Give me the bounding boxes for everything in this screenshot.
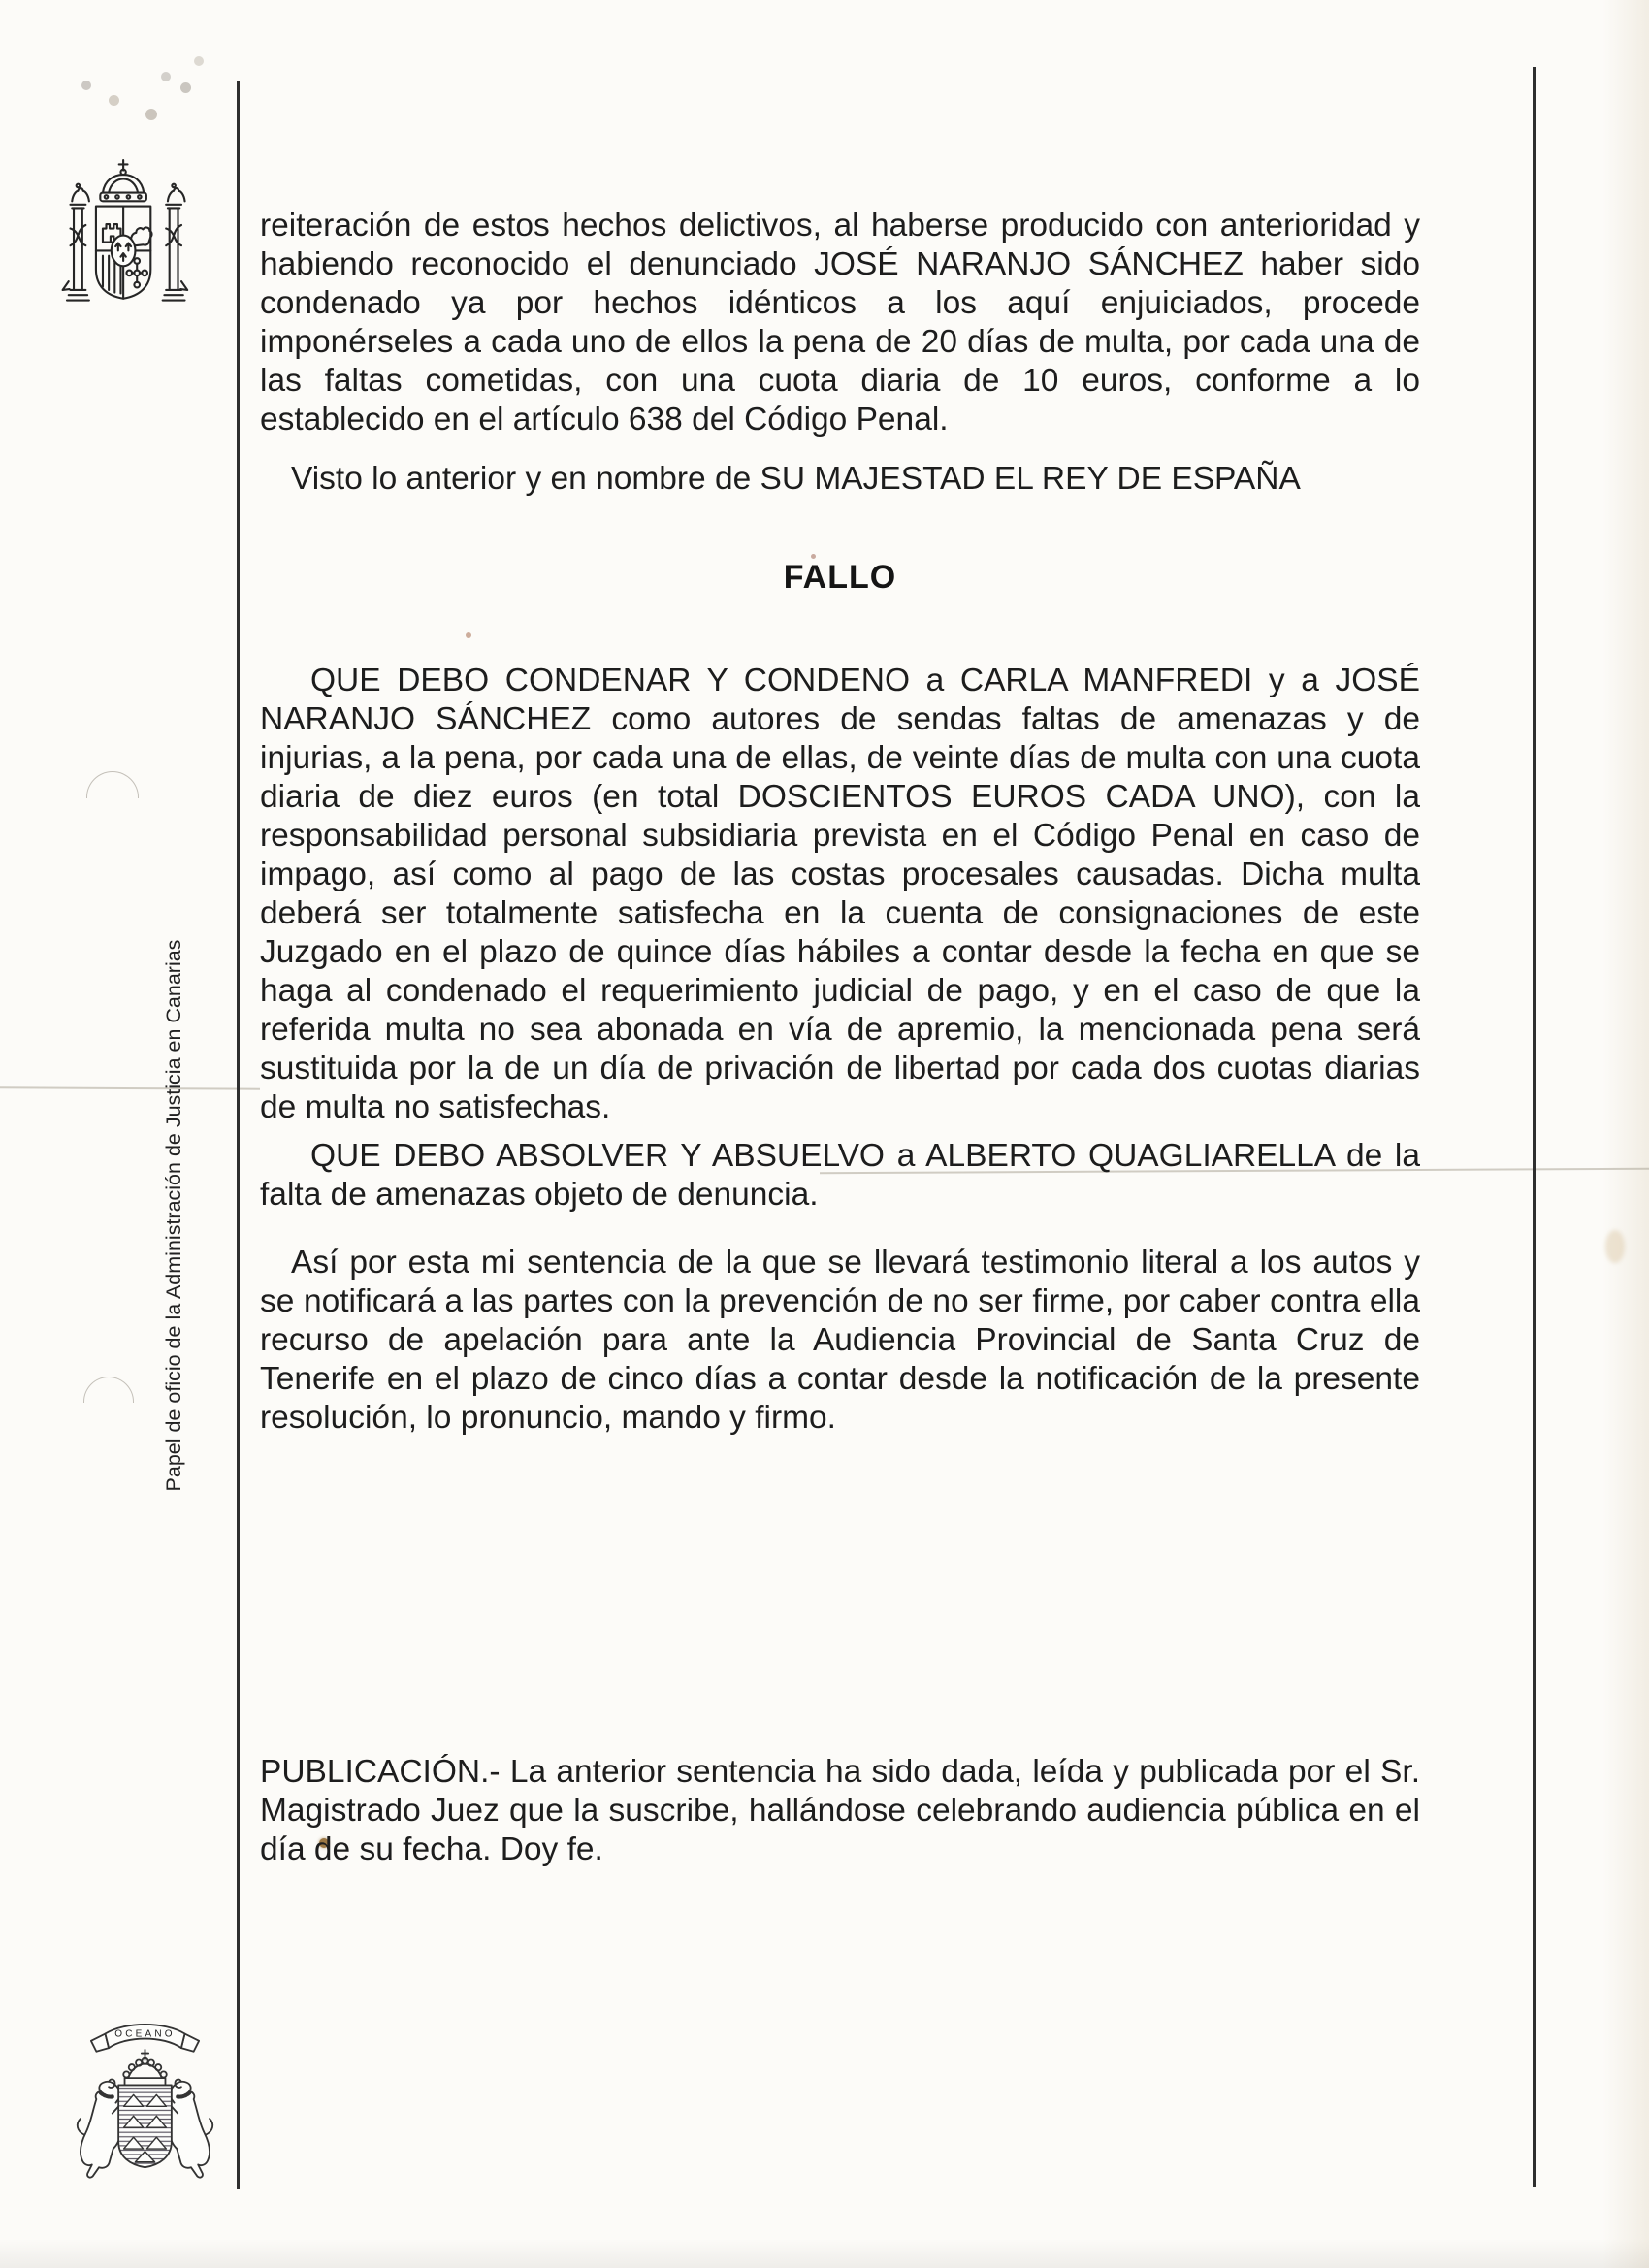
- visto-line: [260, 460, 1420, 499]
- scan-speck: [466, 632, 471, 638]
- scan-edge-shadow: [1602, 0, 1649, 2268]
- scan-speck: [81, 81, 91, 90]
- scan-speck: [180, 82, 191, 93]
- scan-speck: [146, 109, 157, 120]
- scan-speck: [161, 72, 171, 81]
- paragraph-publicacion: [260, 1753, 1420, 1869]
- fallo-heading: FALLO: [783, 559, 897, 596]
- scan-smudge: [1605, 1230, 1625, 1263]
- scan-speck: [109, 95, 119, 106]
- paragraph-intro: [260, 207, 1420, 439]
- paragraph-publicacion-text: PUBLICACIÓN.- La anterior sentencia ha sido dada, leída y publicada por el Sr. Magistrado Juez que la suscribe, hallándose celebrando audiencia pública en el día de su fecha. Doy fe.: [260, 1754, 1420, 1867]
- visto-line-text: Visto lo anterior y en nombre de SU MAJESTAD EL REY DE ESPAÑA: [291, 461, 1301, 497]
- right-margin-rule: [1533, 67, 1536, 2187]
- paragraph-intro-text: reiteración de estos hechos delictivos, al haberse producido con anterioridad y habiendo reconocido el denunciado JOSÉ NARANJO SÁNCHEZ haber sido condenado ya por hechos idénticos a los aquí enjuiciados, procede imponérseles a cada uno de ellos la pena de 20 días de multa, por cada una de las faltas cometidas, con una cuota diaria de 10 euros, conforme a lo establecido en el artículo 638 del Código Penal.: [260, 208, 1420, 437]
- spain-coat-of-arms-icon: [37, 153, 211, 333]
- scan-edge-shadow-bottom: [0, 2239, 1649, 2268]
- punch-hole-mark: [83, 1377, 134, 1403]
- punch-hole-mark: [86, 771, 139, 798]
- oceano-banner-text: OCEANO: [114, 2028, 176, 2040]
- paragraph-absolucion-text: QUE DEBO ABSOLVER Y ABSUELVO a ALBERTO QUAGLIARELLA de la falta de amenazas objeto de denuncia.: [260, 1138, 1420, 1213]
- official-paper-caption: Papel de oficio de la Administración de Justicia en Canarias: [162, 939, 185, 1492]
- paragraph-condena-text: QUE DEBO CONDENAR Y CONDENO a CARLA MANFREDI y a JOSÉ NARANJO SÁNCHEZ como autores de sendas faltas de amenazas y de injurias, a la pena, por cada una de ellas, de veinte días de multa con una cuota diaria de diez euros (en total DOSCIENTOS EUROS CADA UNO), con la responsabilidad personal subsidiaria prevista en el Código Penal en caso de impago, así como al pago de las costas procesales causadas. Dicha multa deberá ser totalmente satisfecha en la cuenta de consignaciones de este Juzgado en el plazo de quince días hábiles a contar desde la fecha en que se haga al condenado el requerimiento judicial de pago, y en el caso de que la referida multa no sea abonada en vía de apremio, la mencionada pena será sustituida por la de un día de privación de libertad por cada dos cuotas diarias de multa no satisfechas.: [260, 663, 1420, 1125]
- paragraph-absolucion: [260, 1137, 1420, 1215]
- left-margin-rule: [237, 81, 240, 2189]
- paragraph-condena: [260, 662, 1420, 1127]
- paragraph-apelacion: [260, 1244, 1420, 1438]
- paper-crease: [0, 1086, 260, 1089]
- paragraph-apelacion-text: Así por esta mi sentencia de la que se llevará testimonio literal a los autos y se notificará a las partes con la prevención de no ser firme, por caber contra ella recurso de apelación para ante la Audiencia Provincial de Santa Cruz de Tenerife en el plazo de cinco días a contar desde la notificación de la presente resolución, lo pronuncio, mando y firmo.: [260, 1245, 1420, 1436]
- canary-coat-of-arms-icon: [70, 2004, 220, 2194]
- scan-speck: [194, 56, 204, 66]
